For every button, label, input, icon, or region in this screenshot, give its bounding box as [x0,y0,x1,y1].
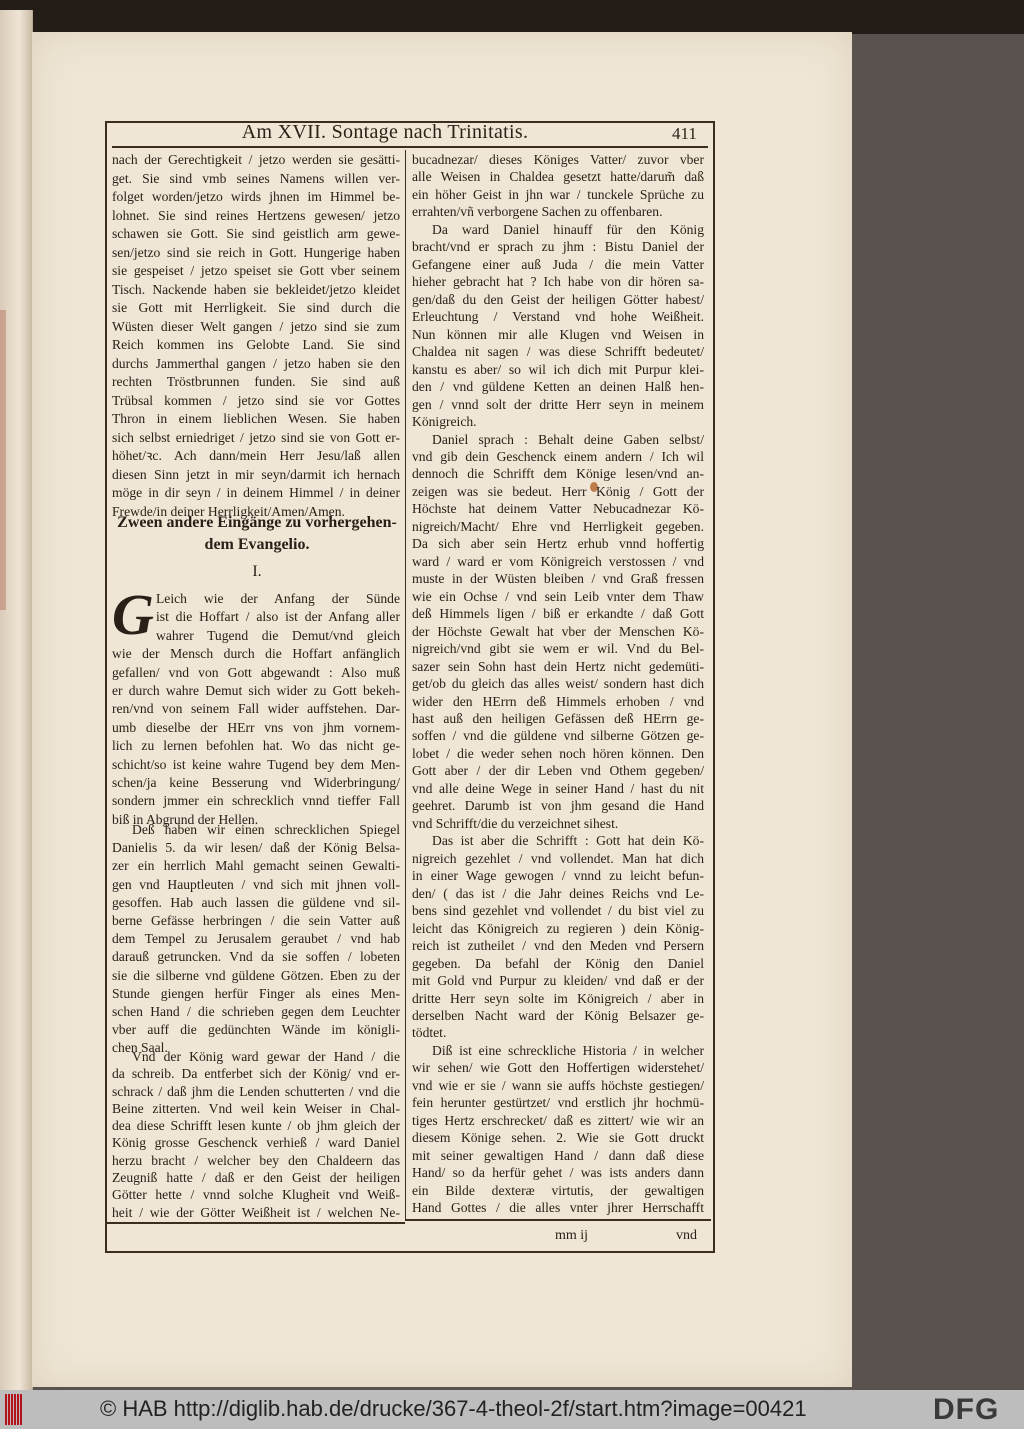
hab-logo-icon [5,1394,23,1425]
text-line: sich selbst erniedriget / jetzo sind sie von Gott er- [112,429,400,445]
text-line: Nun können mir alle Klugen vnd Weisen in [412,326,704,342]
text-line: darauß getruncken. Vnd da sie soffen / lobeten [112,949,400,965]
text-line: sondern jmmer ein schrecklich vnnd tieffer Fall [112,793,400,809]
text-line: der Höchste Gewalt hat vber der Menschen Kö- [412,623,704,639]
section-number: I. [252,563,262,580]
text-line: Erleuchtung / Verstand vnd hohe Weißheit. [412,309,704,325]
text-line: Hand/ so da herfür gehet / was ists anders dann [412,1165,704,1181]
text-line: dritte Herr seyn solte im Königreich / aber in [412,990,704,1006]
text-line: schen Hand / die schrieben gegen dem Leuchter [112,1004,400,1020]
text-line: den/ ( das ist / die Jahr deines Reichs vnd Le- [412,885,704,901]
text-line: wahrer Tugend die Demut/vnd gleich [156,627,400,643]
text-line: in einer Wage gewogen / vnnd zu leicht befun- [412,868,704,884]
text-line: hast auß den heiligen Gefässen deß HErrn ge- [412,711,704,726]
text-line: bucadnezar/ dieses Königes Vatter/ zuvor vber [412,152,704,167]
text-line: get. Sie sind vmb seines Namens willen ver- [112,170,400,186]
text-line: heit / wie der Götter Weißheit ist / welchen Ne- [112,1204,400,1220]
text-line: biß in Abgrund der Hellen. [112,811,259,827]
text-line: geehret. Darumb ist von jhm gesand die Hand [412,798,704,814]
text-line: vnd wie er sie / wann sie auffs höchste gestiegen/ [412,1077,704,1093]
text-line: diesen Sinn jetzt in mir seyn/darmit ich hernach [112,466,400,482]
text-line: möge in dir seyn / in deinem Himmel / in deiner [112,485,400,500]
text-line: muste in der Wüsten bleiben / vnd Graß fressen [412,571,704,587]
right-column [412,151,704,1217]
text-line: Beine zitterten. Vnd weil kein Weiser in Chal- [112,1100,400,1116]
text-line: vnd alle deine Wege in seiner Hand / hast du nit [412,780,704,796]
signature-mark: mm ij [555,1228,589,1243]
catchword: vnd [676,1228,697,1243]
text-line: dennoch die Schrifft dem Könige lesen/vnd an- [412,466,704,482]
text-line: Gefangene einer auß Juda / die mein Vatter [412,256,704,272]
text-line: Trübsal kommen / jetzo sind sie vor Gottes [112,392,400,408]
text-line: da schreib. Da entferbet sich der König/ vnd er- [112,1066,400,1082]
text-line: Königreich. [412,414,477,430]
left-column-paragraph-4 [112,1048,400,1221]
text-line: kanstu es aber/ so wil ich dich mit Purpur klei- [412,361,704,377]
text-line: Danielis 5. da wir lesen/ daß der König Belsa- [112,840,400,856]
text-line: bracht/vnd er sprach zu jhm : Bistu Daniel der [412,239,704,255]
text-line: Frewde/in deiner Herrligkeit/Amen/Amen. [112,503,345,519]
text-line: folget worden/jetzo wirds jhnen im Himmel be- [112,189,400,204]
text-line: ren/vnd von seinem Fall wider auffstehen. Dar- [112,701,400,717]
text-line: er durch wahre Demut sich wider zu Gott bekeh- [112,683,400,699]
left-column-paragraph-1 [112,151,400,521]
text-line: derselben Nacht ward der König Belsazer ge- [412,1007,704,1023]
text-line: Daniel sprach : Behalt deine Gaben selbst/ [432,431,704,447]
text-line: vber auff die gedünchten Wände im königli- [112,1022,400,1038]
text-line: chen Saal. [112,1040,168,1056]
column-divider [405,150,406,1220]
text-line: Zeugniß hatte / daß er den Geist der heiligen [112,1170,400,1186]
text-line: Wüsten dieser Welt gangen / jetzo sind sie zum [112,318,400,334]
text-line: bens sind gezehlet vnd vollendet / du bist viel zu [412,903,704,919]
header-rule [112,146,708,148]
text-line: gegeben. Da befahl der König den Daniel [412,955,704,971]
text-line: Götter hette / vnnd solche Klugheit vnd Weiß- [112,1187,400,1203]
text-line: Da ward Daniel hinauff für den König [432,221,704,237]
text-line: gen vnd Hauptleuten / vnd sich mit jhnen voll- [112,876,400,892]
text-line: sazer sein Sohn hast dein Hertz nicht gedemüti- [412,658,704,674]
text-line: rechten Tröstbrunnen funden. Sie sind auß [112,374,400,389]
text-line: zeigen was sie bedeut. Herr König / Gott der [412,483,704,499]
text-line: herzu bracht / welcher bey den Chaldeern das [112,1152,400,1168]
text-line: get/ob du gleich das alles weist/ sondern hast dich [412,676,704,692]
text-line: ward / ward er vom Königreich verstossen / vnd [412,553,704,569]
left-column-paragraph-2 [112,590,400,829]
text-line: Stunde giengen herfür Finger als eines Men- [112,985,400,1001]
text-line: berne Gefässe herbringen / die sein Vatter auß [112,913,400,929]
left-column-paragraph-3 [112,821,400,1058]
text-line: diesem Könige sehen. 2. Wie sie Gott druckt [412,1130,704,1146]
text-line: den / vnd güldene Ketten an deinen Halß hen- [412,379,704,395]
text-line: alle Weisen in Chaldea gesetzt hatte/darum̃ daß [412,169,704,185]
text-line: leicht das Königreich zu regieren ) dein König- [412,920,704,936]
text-line: Leich wie der Anfang der Sünde [156,591,400,606]
text-line: nigreich gezehlet / vnd vollendet. Man hat dich [412,850,704,866]
text-line: durchs Jammerthal gangen / jetzo haben sie den [112,355,400,371]
text-line: soffen / vnd die güldene vnd silberne Götzen ge- [412,728,704,744]
text-line: Vnd der König ward gewar der Hand / die [132,1049,400,1064]
section-heading-line2: dem Evangelio. [204,536,310,553]
text-line: sie Gott mit Herrligkeit. Sie sind durch die [112,300,400,315]
text-line: wie der Mensch durch die Hoffart anfänglich [112,646,400,662]
text-line: gen/daß du den Geist der heiligen Götter habest/ [412,291,704,307]
text-line: mit seiner gewaltigen Hand / dann daß diese [412,1147,704,1163]
text-line: dem Tempel zu Jerusalem geraubet / vnd hab [112,931,400,947]
text-line: vnd gib dein Geschenck einem andern / Ich wil [412,448,704,464]
text-line: Deß haben wir einen schrecklichen Spiegel [132,822,400,837]
text-line: schrack / daß jhm die Lenden schutterten / vnd die [112,1083,400,1099]
text-line: sen/jetzo sind sie reich in Gott. Hungerige haben [112,244,400,260]
text-line: dea diese Schrifft lesen kunte / ob jhm gleich der [112,1118,400,1134]
text-line: wie ein Ochse / vnd sein Leib vnter dem Thaw [412,588,704,604]
text-line: wir sehen/ wie Gott den Hoffertigen widerstehet/ [412,1060,704,1076]
text-line: lohnet. Sie sind reines Hertzens gewesen/ jetzo [112,207,400,223]
text-line: Reich kommen ins Gelobte Land. Sie sind [112,337,400,352]
text-line: gesoffen. Hab auch lassen die güldene vnd sil- [112,894,400,910]
text-line: zer ein herrlich Mahl gemacht seinen Gewalti- [112,858,400,874]
text-line: Da sich aber sein Hertz erhub vnnd hoffertig [412,536,704,552]
text-line: Tisch. Nackende haben sie bekleidet/jetzo kleidet [112,281,400,297]
text-line: ein Bilde dexteræ virtutis, der gewaltigen [412,1182,704,1198]
text-line: hieher gebracht hat ? Ich habe von dir hören sa- [412,274,704,290]
drop-cap: G [112,582,154,647]
text-line: tödtet. [412,1025,447,1041]
text-line: Chaldea nit sagen / was diese Schrifft bedeutet/ [412,344,704,360]
text-line: ein höher Geist in jhn war / tunckele Sprüche zu [412,186,704,202]
copyright-link[interactable]: © HAB http://diglib.hab.de/drucke/367-4-theol-2f/start.htm?image=00421 [100,1396,807,1421]
text-line: lobet / die weder sehen noch hören können. Den [412,745,704,761]
section-heading: Zween andere Eingänge zu vorhergehen- [117,514,397,531]
page-edge-stain [0,310,6,610]
text-line: sie gespeiset / jetzo speiset sie Gott vber seinem [112,263,400,278]
text-line: umb dieselbe der HErr vns von jhm vornem- [112,719,400,735]
text-line: Das ist aber die Schrifft : Gott hat dein Kö- [432,833,704,849]
text-line: Thron in einem lieblichen Wesen. Sie haben [112,411,400,426]
bottom-rule-right [405,1219,711,1221]
text-line: gefallen/ vnd von Gott abgewandt : Also muß [112,664,400,680]
scan-background-top [0,0,1024,34]
text-line: errahten/vñ verborgene Sachen zu offenbaren. [412,204,663,220]
text-line: tiges Hertz erschrecket/ daß es zittert/ wie wir an [412,1112,704,1128]
running-head: Am XVII. Sontage nach Trinitatis. [241,121,529,143]
text-line: vnd Schrifft/die du verzeichnet sihest. [412,815,619,831]
footer-bar [0,1390,1024,1429]
text-line: gen / vnnd solt der dritte Herr seyn in meinem [412,396,704,412]
page-number: 411 [672,124,697,143]
text-line: nach der Gerechtigkeit / jetzo werden sie gesätti- [112,152,400,167]
text-line: wider den HErrn deß Himmels erhoben / vnd [412,693,704,709]
text-line: Diß ist eine schreckliche Historia / in welcher [432,1042,704,1058]
text-line: deß Himmels ligen / biß er erkandte / daß Gott [412,606,704,622]
text-line: reich ist zutheilet / vnd den Meden vnd Persern [412,938,704,954]
text-line: Gott aber / der dir Leben vnd Othem gegeben/ [412,763,704,779]
text-line: Hand Gottes / die alles vnter jhrer Herrschafft [412,1200,704,1216]
adjacent-page-edge [0,10,33,1390]
text-line: schawen sie Gott. Sie sind geistlich arm gewe- [112,226,400,241]
text-line: lich zu lernen befohlen hat. Wo das nicht ge- [112,738,400,754]
text-line: Höchste hat deinem Vatter Nebucadnezar Kö- [412,501,704,517]
dfg-logo: DFG [933,1393,1000,1426]
text-line: fein herunter gestürtzet/ vnd erstlich jhr hochmü- [412,1095,704,1111]
text-line: nigreich/vnd gibt sie wem er wil. Vnd du Bel- [412,641,704,657]
text-line: schen/ja keine Besserung vnd Widerbringung/ [112,775,400,791]
text-line: sie die silberne vnd güldene Götzen. Eben zu der [112,967,400,983]
bottom-rule-left [105,1222,405,1224]
text-line: höhet/ꝛc. Ach dann/mein Herr Jesu/laß allen [112,448,400,463]
text-line: nigreich/Macht/ Ehre vnd Herrligkeit gegeben. [412,518,704,534]
text-line: König grosse Geschenck verhieß / ward Daniel [112,1135,400,1151]
text-line: schicht/so ist keine wahre Tugend bey dem Men- [112,756,400,772]
text-line: ist die Hoffart / also ist der Anfang aller [156,609,400,625]
text-line: mit Gold vnd Purpur zu kleiden/ vnd daß er der [412,973,704,989]
